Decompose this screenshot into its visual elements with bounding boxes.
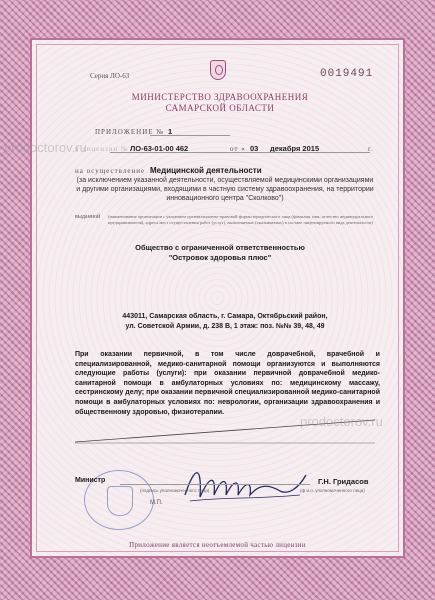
footer-note: Приложение является неотъемлемой частью лицензии xyxy=(129,541,306,549)
organization-name xyxy=(90,243,350,263)
activity-prefix: на осуществление xyxy=(75,167,146,175)
signature-line xyxy=(120,484,310,485)
ministry-line-2: САМАРСКОЙ ОБЛАСТИ xyxy=(165,103,275,113)
license-series: Серия ЛО-63 xyxy=(90,72,130,80)
license-underline xyxy=(110,152,370,153)
license-form-number: 0019491 xyxy=(320,68,374,80)
minister-name: Г.Н. Гридасов xyxy=(318,477,369,486)
minister-label: Министр xyxy=(75,477,106,484)
address-line-2: ул. Советской Армии, д. 238 В, 1 этаж: поз. №№ 39, 48, 49 xyxy=(125,322,325,330)
license-month-year: декабря 2015 xyxy=(270,144,320,153)
to-license-label: к лицензии № xyxy=(75,145,129,153)
signature-hint: (подпись уполномоченного лица) xyxy=(140,488,210,493)
appendix-number: 1 xyxy=(168,127,173,136)
signature-icon xyxy=(180,455,310,510)
license-day: 03 xyxy=(250,144,259,153)
emblem-icon xyxy=(210,60,226,80)
stamp-place-label: М.П. xyxy=(150,500,163,506)
organization-line-2: "Островок здоровья плюс" xyxy=(168,253,272,262)
year-suffix: г. xyxy=(368,145,374,153)
appendix-underline xyxy=(150,135,230,136)
address-line-1: 443011, Самарская область, г. Самара, Октябрьский район, xyxy=(122,313,328,320)
name-hint: (ф.и.о. уполномоченного лица) xyxy=(300,488,365,493)
watermark-text-bottom: prodoctorov.ru xyxy=(300,414,383,429)
organization-address xyxy=(100,312,350,331)
appendix-label: ПРИЛОЖЕНИЕ № xyxy=(95,128,164,136)
ministry-line-1: МИНИСТЕРСТВО ЗДРАВООХРАНЕНИЯ xyxy=(131,92,309,102)
organization-line-1: Общество с ограниченной ответственностью xyxy=(135,243,305,252)
ministry-title xyxy=(90,92,350,114)
watermark-text-top: prodoctorov.ru xyxy=(4,140,87,155)
issued-label: выданной xyxy=(75,214,101,220)
from-label: от « xyxy=(230,145,246,153)
activity-type: Медицинской деятельности xyxy=(150,166,262,175)
license-number: ЛО-63-01-00 462 xyxy=(130,144,189,153)
issued-note: (наименование организации с указанием организационно-правовой формы юридического лица (фамилия, имя, отчество индивидуального предпринимателя), адреса мест осуществления работ (услуг), выполняемых (оказываемых) в составе лицензируемого вида деятельности) xyxy=(108,214,374,225)
services-text: При оказании первичной, в том числе доврачебной, врачебной и специализированной, медико-санитарной помощи организуются и выполняются следующие работы (услуги): при оказании первичной доврачебной медико-санитарной помощи в амбулаторных условиях по: медицинскому массажу, сестринскому делу; при оказании первичной специализированной медико-санитарной помощи в амбулаторных условиях по: неврологии, организации здравоохранения и общественному здоровью, физиотерапии. xyxy=(75,351,380,416)
activity-note: (за исключением указанной деятельности, осуществляемой медицинскими организациями и другими организациями, входящими в частную систему здравоохранения, на территории инновационного центра "Сколково") xyxy=(76,177,374,202)
